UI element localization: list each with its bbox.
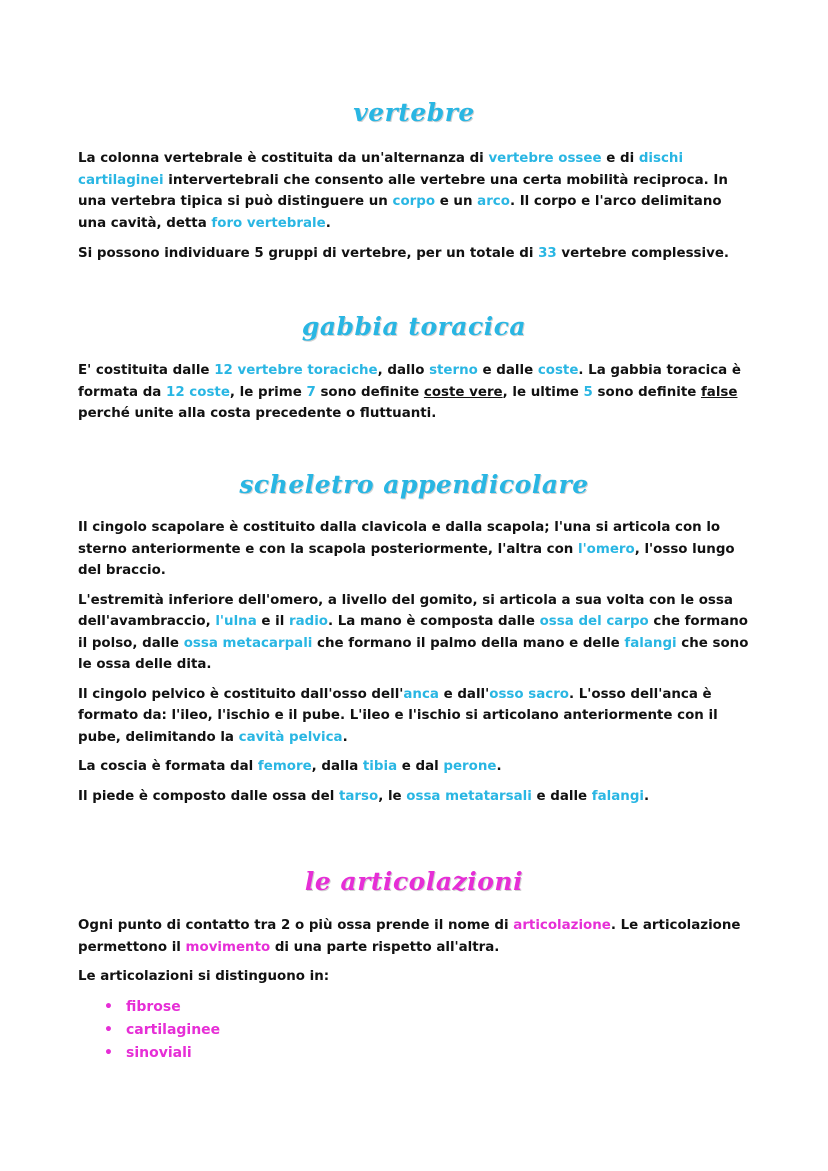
- articolazioni-list: [78, 996, 750, 1065]
- text: vertebre complessive.: [556, 246, 730, 261]
- text: sono definite: [592, 384, 701, 400]
- highlight-foro-vertebrale: foro vertebrale: [211, 215, 326, 231]
- text: intervertebrali che consento alle vertebre una certa mobilità reciproca. In una vertebra tipica si può distinguere un: [78, 172, 728, 209]
- highlight-femore: femore: [257, 759, 312, 774]
- highlight-sterno: sterno: [429, 363, 478, 378]
- section-title-scheletro-appendicolare: scheletro appendicolare: [239, 470, 589, 499]
- text: Il cingolo scapolare è costituito dalla clavicola e dalla scapola; l'una si articola con lo sterno anteriormente e con la scapola posteriormente, l'altra con: [78, 520, 721, 557]
- section-title-gabbia-toracica: gabbia toracica: [301, 312, 527, 341]
- highlight-tarso: tarso: [338, 788, 379, 804]
- text: E' costituita dalle: [78, 363, 215, 378]
- highlight-7: 7: [306, 384, 316, 400]
- highlight-12-coste: 12 coste: [166, 384, 230, 400]
- text: che sono le ossa delle dita.: [78, 635, 749, 672]
- highlight-ossa-metatarsali: ossa metatarsali: [406, 788, 532, 804]
- text: . Il corpo e l'arco delimitano una cavità, detta: [78, 194, 722, 231]
- paragraph-articolazione: [78, 915, 750, 958]
- text: La colonna vertebrale è costituita da un'alternanza di: [78, 151, 489, 166]
- text: che formano il palmo della mano e delle: [312, 635, 625, 651]
- highlight-radio: radio: [288, 614, 328, 629]
- underlined-coste-vere: coste vere: [423, 384, 503, 400]
- paragraph-colonna-vertebrale: [78, 148, 750, 234]
- highlight-falangi: falangi: [624, 635, 677, 651]
- text: , le ultime: [502, 384, 584, 400]
- paragraph-coscia: [78, 756, 750, 778]
- text: e dalle: [531, 788, 592, 804]
- section-articolazioni: [78, 867, 750, 896]
- highlight-arco: arco: [477, 194, 510, 209]
- text: . La gabbia toracica è formata da: [78, 363, 741, 400]
- highlight-ossa-del-carpo: ossa del carpo: [539, 614, 649, 629]
- highlight-osso-sacro: osso sacro: [489, 686, 569, 702]
- section-gabbia-toracica-body: [78, 360, 750, 433]
- text: . Le articolazione permettono il: [78, 918, 741, 955]
- highlight-omero: l'omero: [577, 541, 635, 557]
- highlight-cavita-pelvica: cavità pelvica: [238, 729, 343, 745]
- text: .: [644, 788, 650, 804]
- highlight-corpo: corpo: [392, 194, 436, 209]
- underlined-false: false: [700, 384, 738, 400]
- highlight-vertebre-ossee: vertebre ossee: [488, 151, 602, 166]
- highlight-coste: coste: [537, 363, 579, 378]
- section-articolazioni-body: [78, 915, 750, 1065]
- paragraph-estremita-omero: [78, 590, 750, 676]
- text: Il cingolo pelvico è costituito dall'osso dell': [78, 686, 404, 702]
- text: perché unite alla costa precedente o fluttuanti.: [78, 406, 437, 421]
- highlight-5: 5: [583, 384, 593, 400]
- highlight-33: 33: [538, 246, 557, 261]
- paragraph-cingolo-scapolare: [78, 517, 750, 582]
- text: Il piede è composto dalle ossa del: [78, 788, 339, 804]
- text: , le: [378, 788, 407, 804]
- paragraph-piede: [78, 786, 750, 808]
- text: La coscia è formata dal: [78, 759, 258, 774]
- text: e il: [256, 614, 289, 629]
- text: e di: [601, 151, 639, 166]
- highlight-falangi-piede: falangi: [591, 788, 644, 804]
- text: e dalle: [477, 363, 538, 378]
- highlight-ulna: l'ulna: [215, 614, 257, 629]
- text: e un: [435, 194, 478, 209]
- text: di una parte rispetto all'altra.: [270, 939, 500, 955]
- highlight-dischi-cartilaginei: dischi cartilaginei: [78, 151, 684, 188]
- highlight-tibia: tibia: [362, 759, 398, 774]
- section-vertebre-body: [78, 148, 750, 273]
- list-item: • cartilaginee: [126, 1019, 750, 1042]
- text: e dall': [438, 686, 490, 702]
- section-gabbia-toracica: [78, 312, 750, 341]
- highlight-movimento: movimento: [185, 939, 271, 955]
- text: che formano il polso, dalle: [78, 614, 748, 651]
- paragraph-gabbia-toracica: [78, 360, 750, 425]
- list-item: • fibrose: [126, 996, 750, 1019]
- highlight-anca: anca: [403, 686, 439, 702]
- text: Ogni punto di contatto tra 2 o più ossa prende il nome di: [78, 918, 514, 933]
- text: Si possono individuare 5 gruppi di vertebre, per un totale di: [78, 246, 539, 261]
- paragraph-gruppi-vertebre: [78, 243, 750, 265]
- text: .: [496, 759, 502, 774]
- highlight-articolazione: articolazione: [513, 918, 611, 933]
- paragraph-distinzione: Le articolazioni si distinguono in:: [78, 969, 330, 984]
- section-title-articolazioni: le articolazioni: [304, 867, 524, 896]
- text: , l'osso lungo del braccio.: [78, 541, 735, 578]
- list-item: • sinoviali: [126, 1042, 750, 1065]
- section-title-vertebre: vertebre: [353, 98, 475, 127]
- text: , dallo: [377, 363, 430, 378]
- text: , dalla: [311, 759, 363, 774]
- highlight-perone: perone: [443, 759, 497, 774]
- text: .: [342, 729, 348, 745]
- section-scheletro-appendicolare: [78, 470, 750, 499]
- section-scheletro-body: [78, 517, 750, 815]
- paragraph-cingolo-pelvico: [78, 684, 750, 749]
- highlight-ossa-metacarpali: ossa metacarpali: [183, 635, 313, 651]
- text: e dal: [397, 759, 444, 774]
- section-vertebre: [78, 98, 750, 127]
- text: . La mano è composta dalle: [328, 614, 540, 629]
- text: . L'osso dell'anca è formato da: l'ileo, l'ischio e il pube. L'ileo e l'ischio si articolano anteriormente con il pube, delimitando la: [78, 686, 718, 745]
- highlight-vertebre-toraciche: 12 vertebre toraciche: [214, 363, 378, 378]
- text: L'estremità inferiore dell'omero, a livello del gomito, si articola a sua volta con le ossa dell'avambraccio,: [78, 592, 733, 629]
- text: .: [325, 215, 331, 231]
- text: , le prime: [229, 384, 307, 400]
- text: sono definite: [315, 384, 424, 400]
